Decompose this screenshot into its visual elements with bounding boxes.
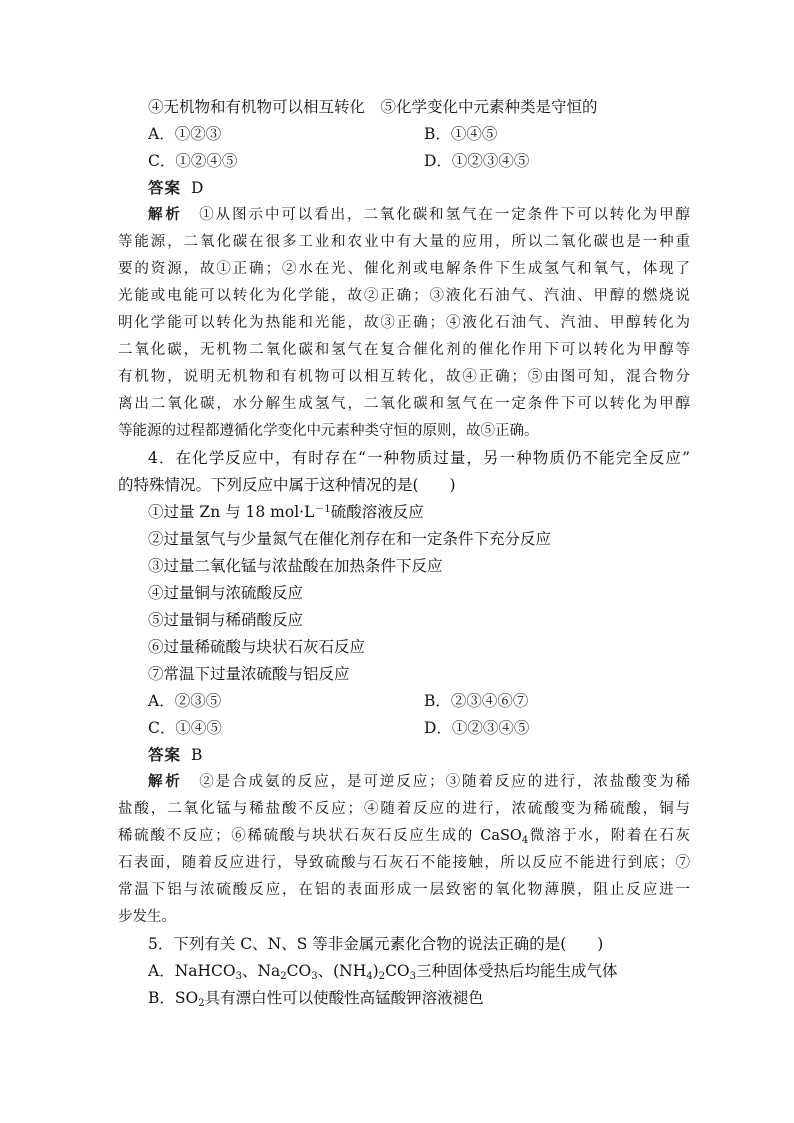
subscript: 3 <box>235 971 242 982</box>
q4-option-b: B．②③④⑥⑦ <box>424 692 529 710</box>
option-text: CO <box>385 962 410 980</box>
q4-item: ④过量铜与浓硫酸反应 <box>148 584 304 602</box>
q5-option-b <box>148 985 690 1011</box>
q4-item: ②过量氢气与少量氮气在催化剂存在和一定条件下充分反应 <box>148 530 552 548</box>
q3-option-a: A．①②③ <box>148 125 222 143</box>
q3-analysis-line: 光能或电能可以转化为化学能，故②正确；③液化石油气、汽油、甲醇的燃烧说 <box>118 288 690 304</box>
analysis-text: ②是合成氨的反应，是可逆反应；③随着反应的进行，浓盐酸变为稀 <box>197 774 690 790</box>
subscript: 3 <box>409 971 417 982</box>
subscript: 4 <box>366 971 373 982</box>
analysis-label: 解析 <box>148 206 183 223</box>
subscript: 3 <box>311 971 318 982</box>
option-text: 、Na <box>241 962 281 980</box>
q4-analysis-line <box>148 769 690 795</box>
q4-item: ⑥过量稀硫酸与块状石灰石反应 <box>148 638 366 656</box>
analysis-text: 稀硫酸不反应；⑥稀硫酸与块状石灰石反应生成的 CaSO <box>118 828 522 844</box>
q3-analysis-line: 等能源，二氧化碳在很多工业和农业中有大量的应用，所以二氧化碳也是一种重 <box>118 234 690 250</box>
q3-analysis-line: 要的资源，故①正确；②水在光、催化剂或电解条件下生成氢气和氧气，体现了 <box>118 261 690 277</box>
answer-label: 答案 <box>148 745 182 764</box>
q4-item <box>148 499 690 525</box>
q4-item: ③过量二氧化锰与浓盐酸在加热条件下反应 <box>148 557 443 575</box>
subscript: 4 <box>521 835 529 846</box>
q4-item: ⑦常温下过量浓硫酸与铝反应 <box>148 665 350 683</box>
q3-option-d: D．①②③④⑤ <box>424 152 530 170</box>
q3-analysis-line: 离出二氧化碳，水分解生成氢气，二氧化碳和氢气在一定条件下可以转化为甲醇 <box>118 396 690 412</box>
q4-analysis-line <box>118 823 690 849</box>
option-text: 、(NH <box>317 962 367 980</box>
answer-value: D <box>191 179 204 197</box>
q4-option-d: D．①②③④⑤ <box>424 719 530 737</box>
q3-analysis-line: 有机物，说明无机物和有机物可以相互转化，故④正确；⑤由图可知，混合物分 <box>118 369 690 385</box>
q4-analysis-line: 盐酸，二氧化锰与稀盐酸不反应；④随着反应的进行，浓硫酸变为稀硫酸，铜与 <box>118 801 690 817</box>
q3-option-c: C．①②④⑤ <box>148 152 238 170</box>
q5-stem: 5．下列有关 C、N、S 等非金属元素化合物的说法正确的是( ) <box>148 935 604 953</box>
subscript: 2 <box>378 971 386 982</box>
q4-stem-line: 4．在化学反应中，有时存在“一种物质过量，另一种物质仍不能完全反应” <box>148 449 690 467</box>
q3-analysis-line: 明化学能可以转化为热能和光能，故③正确；④液化石油气、汽油、甲醇转化为 <box>118 315 690 331</box>
q3-analysis-line <box>148 202 690 228</box>
q4-answer <box>148 742 202 768</box>
q4-option-c: C．①④⑤ <box>148 719 222 737</box>
item-text: ①过量 Zn 与 18 mol·L <box>148 503 315 521</box>
analysis-text: 微溶于水，附着在石灰 <box>528 828 690 844</box>
analysis-label: 解析 <box>148 773 183 790</box>
answer-value: B <box>191 746 203 764</box>
option-text: B．SO <box>148 989 199 1007</box>
q3-analysis-line: 二氧化碳，无机物二氧化碳和氢气在复合催化剂的催化作用下可以转化为甲醇等 <box>118 342 690 358</box>
q3-answer <box>148 175 203 201</box>
q3-analysis-line: 等能源的过程都遵循化学变化中元素种类守恒的原则，故⑤正确。 <box>118 423 539 439</box>
superscript: －1 <box>314 504 331 515</box>
q3-statement-line: ④无机物和有机物可以相互转化 ⑤化学变化中元素种类是守恒的 <box>148 98 598 116</box>
analysis-text: ①从图示中可以看出，二氧化碳和氢气在一定条件下可以转化为甲醇 <box>197 207 690 223</box>
q5-option-a <box>148 958 690 984</box>
q4-analysis-line: 常温下铝与浓硫酸反应，在铝的表面形成一层致密的氧化物薄膜，阻止反应进一 <box>118 882 690 898</box>
option-text: ) <box>372 962 379 980</box>
q4-stem-line: 的特殊情况。下列反应中属于这种情况的是( ) <box>118 476 456 494</box>
option-text: 三种固体受热后均能生成气体 <box>416 962 618 980</box>
option-text: CO <box>286 962 312 980</box>
q4-analysis-line: 步发生。 <box>118 909 176 925</box>
subscript: 2 <box>280 971 287 982</box>
q4-option-a: A．②③⑤ <box>148 692 222 710</box>
option-text: 具有漂白性可以使酸性高锰酸钾溶液褪色 <box>204 989 484 1007</box>
q4-item: ⑤过量铜与稀硝酸反应 <box>148 611 304 629</box>
item-text: 硫酸溶液反应 <box>330 503 424 521</box>
q3-option-b: B．①④⑤ <box>424 125 498 143</box>
q4-analysis-line: 石表面，随着反应进行，导致硫酸与石灰石不能接触，所以反应不能进行到底；⑦ <box>118 855 690 871</box>
subscript: 2 <box>198 998 205 1009</box>
answer-label: 答案 <box>148 178 182 197</box>
option-text: A．NaHCO <box>148 962 236 980</box>
